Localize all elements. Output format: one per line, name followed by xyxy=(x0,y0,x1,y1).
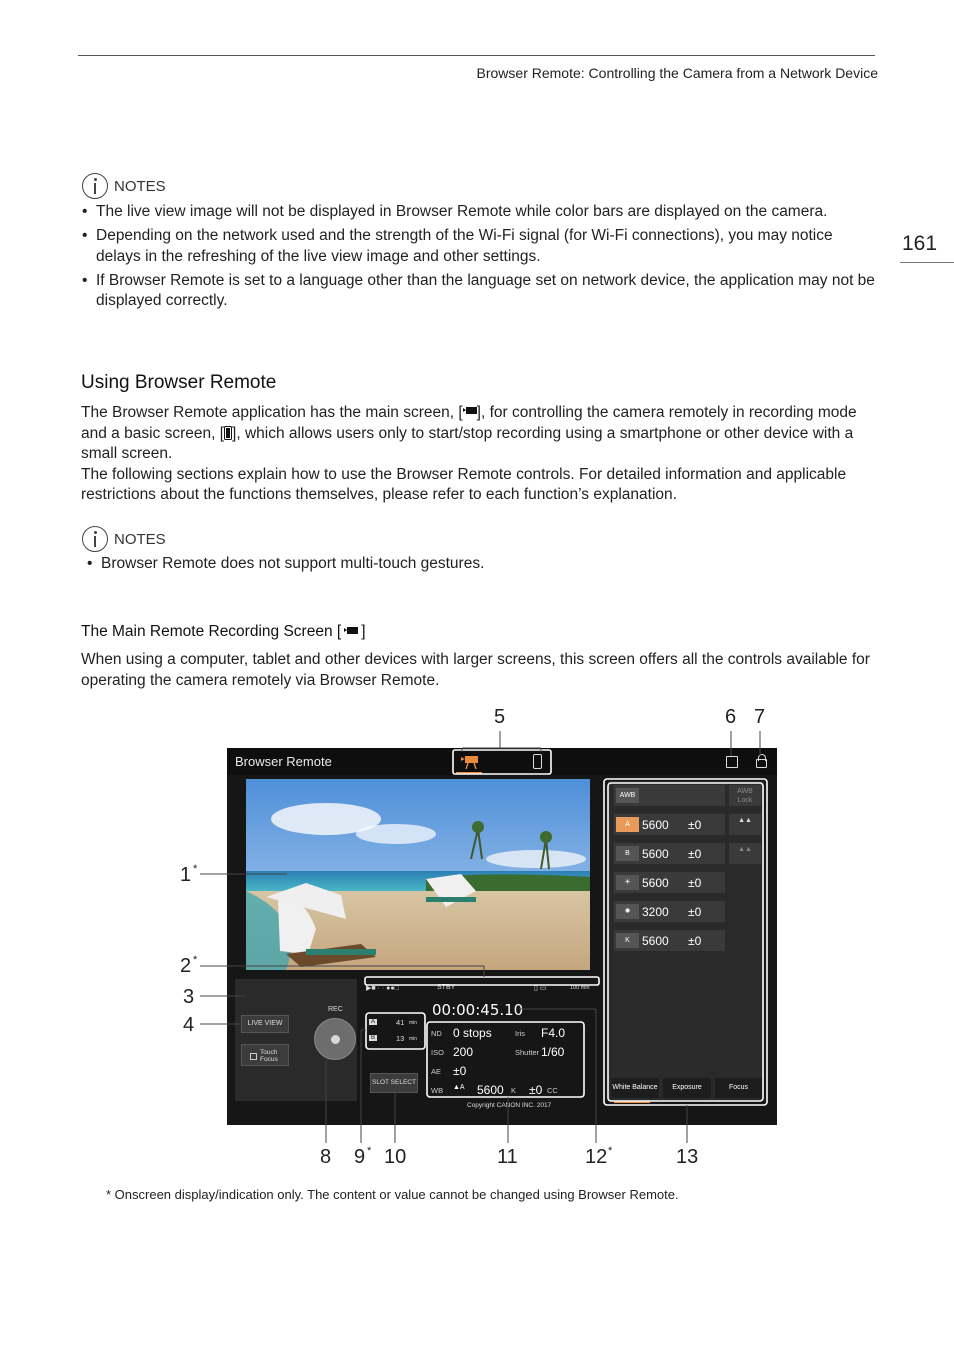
wb-cc-unit: CC xyxy=(547,1086,558,1095)
battery-remaining: 100 min xyxy=(570,985,590,991)
section-title: Using Browser Remote xyxy=(81,372,277,393)
wb-temp: 3200 xyxy=(642,905,669,919)
iris-value: F4.0 xyxy=(541,1026,566,1040)
slot-a-value: 41 xyxy=(396,1018,405,1027)
iso-label: ISO xyxy=(431,1048,444,1057)
slot-select-button[interactable]: SLOT SELECT xyxy=(370,1073,418,1093)
awb-lock-button[interactable]: AWB Lock xyxy=(729,785,761,806)
slot-b-value: 13 xyxy=(396,1034,405,1043)
wb-temp: 5600 xyxy=(642,876,669,890)
callout-1-asterisk: * xyxy=(193,863,198,875)
text-run: ], for controlling the camera remotely in recording mode and a basic screen, [ xyxy=(81,404,857,442)
callout-8: 8 xyxy=(320,1146,332,1168)
callout-13: 13 xyxy=(676,1146,699,1168)
note-item: • The live view image will not be displayed in Browser Remote while color bars are displayed on the camera. xyxy=(82,202,877,223)
tab-white-balance[interactable]: White Balance xyxy=(611,1078,659,1098)
tungsten-icon: ✹ xyxy=(616,904,639,919)
wb-a-icon: A xyxy=(616,817,639,832)
wb-cc: ±0 xyxy=(529,1083,543,1097)
callout-3: 3 xyxy=(183,986,195,1008)
awb-icon: AWB xyxy=(616,788,639,803)
note-item: • Browser Remote does not support multi-touch gestures. xyxy=(87,554,882,575)
rec-label: REC xyxy=(328,1006,343,1013)
shutter-value: 1/60 xyxy=(541,1045,565,1059)
note-item: • If Browser Remote is set to a language other than the language set on network device, the application may not be displayed correctly. xyxy=(82,271,877,312)
wb-label: WB xyxy=(431,1086,444,1095)
notes-label: NOTES xyxy=(114,530,166,548)
wb-value: 5600 xyxy=(477,1083,504,1097)
running-title: Browser Remote: Controlling the Camera from a Network Device xyxy=(476,65,878,81)
nd-label: ND xyxy=(431,1029,442,1038)
text-run: ] xyxy=(361,623,366,640)
recording-status: STBY xyxy=(437,984,456,991)
wb-cc: ±0 xyxy=(688,876,702,890)
slot-a-unit: min xyxy=(409,1020,418,1026)
text-run: ], which allows users only to start/stop recording using a smartphone or other device with a small screen. xyxy=(81,424,854,462)
callout-1: 1 xyxy=(180,864,192,886)
page-number: 161 xyxy=(902,232,938,255)
wb-b-icon: B xyxy=(616,846,639,861)
callout-12-asterisk: * xyxy=(608,1145,613,1157)
wb-temp: 5600 xyxy=(642,934,669,948)
ae-label: AE xyxy=(431,1067,442,1076)
text-run: The Browser Remote application has the main screen, [ xyxy=(81,404,463,421)
callout-7: 7 xyxy=(754,706,766,728)
nd-value: 0 stops xyxy=(453,1026,492,1040)
movie-mode-icon: ▶■ · · ●●□ xyxy=(366,985,399,992)
mode-icons-outline xyxy=(453,750,551,774)
callout-6: 6 xyxy=(725,706,737,728)
app-title: Browser Remote xyxy=(235,754,332,769)
white-balance-panel-inner-outline xyxy=(608,783,763,1101)
iso-value: 200 xyxy=(453,1045,474,1059)
callout-10: 10 xyxy=(384,1146,407,1168)
touch-focus-label: Touch Focus xyxy=(260,1049,278,1063)
wb-icon: ▲A xyxy=(453,1084,465,1091)
live-view-button[interactable]: LIVE VIEW xyxy=(241,1015,289,1033)
notes-label: NOTES xyxy=(114,177,166,195)
callout-5: 5 xyxy=(494,706,506,728)
footnote: * Onscreen display/indication only. The content or value cannot be changed using Browser Remote. xyxy=(106,1187,679,1202)
wb-cc: ±0 xyxy=(688,934,702,948)
wb-cc: ±0 xyxy=(688,818,702,832)
wb-b-set-button[interactable]: ▲▲ xyxy=(729,843,761,864)
callout-9: 9 xyxy=(354,1146,366,1168)
shutter-label: Shutter xyxy=(515,1048,540,1057)
callout-2-asterisk: * xyxy=(193,954,198,966)
wb-cc: ±0 xyxy=(688,847,702,861)
callout-12: 12 xyxy=(585,1146,608,1168)
wb-unit: K xyxy=(511,1086,517,1095)
iris-label: Iris xyxy=(515,1029,525,1038)
battery-icon: ▯ ▭ xyxy=(534,985,547,992)
media-outline xyxy=(366,1013,425,1049)
text-run: The following sections explain how to use the Browser Remote controls. For detailed information and applicable restrictions about the functions themselves, please refer to each function’s explanation. xyxy=(81,465,847,503)
callout-11: 11 xyxy=(497,1146,518,1168)
slot-b-label: B xyxy=(371,1035,376,1041)
wb-temp: 5600 xyxy=(642,818,669,832)
status-strip-outline xyxy=(365,977,599,985)
wb-a-set-button[interactable]: ▲▲ xyxy=(729,814,761,835)
subsection-paragraph: When using a computer, tablet and other devices with larger screens, this screen offers all the controls available for operating the camera remotely via Browser Remote. xyxy=(81,651,870,689)
callout-2: 2 xyxy=(180,955,192,977)
tab-focus[interactable]: Focus xyxy=(715,1078,762,1098)
copyright: Copyright CANON INC. 2017 xyxy=(467,1102,552,1109)
slot-b-unit: min xyxy=(409,1036,418,1042)
callout-9-asterisk: * xyxy=(367,1145,372,1157)
kelvin-icon: K xyxy=(616,933,639,948)
callout-4: 4 xyxy=(183,1014,195,1036)
slot-a-label: A xyxy=(371,1019,376,1025)
tab-exposure[interactable]: Exposure xyxy=(663,1078,711,1098)
white-balance-panel-outline xyxy=(604,779,767,1105)
wb-cc: ±0 xyxy=(688,905,702,919)
parameters-outline xyxy=(427,1022,584,1097)
ae-value: ±0 xyxy=(453,1064,467,1078)
timecode: 00:00:45.10 xyxy=(432,1001,524,1019)
text-run: The Main Remote Recording Screen [ xyxy=(81,623,342,640)
wb-temp: 5600 xyxy=(642,847,669,861)
note-item: • Depending on the network used and the strength of the Wi-Fi signal (for Wi-Fi connections), you may notice delays in the refreshing of the live view image and other settings. xyxy=(82,226,877,267)
daylight-icon: ☀ xyxy=(616,875,639,890)
